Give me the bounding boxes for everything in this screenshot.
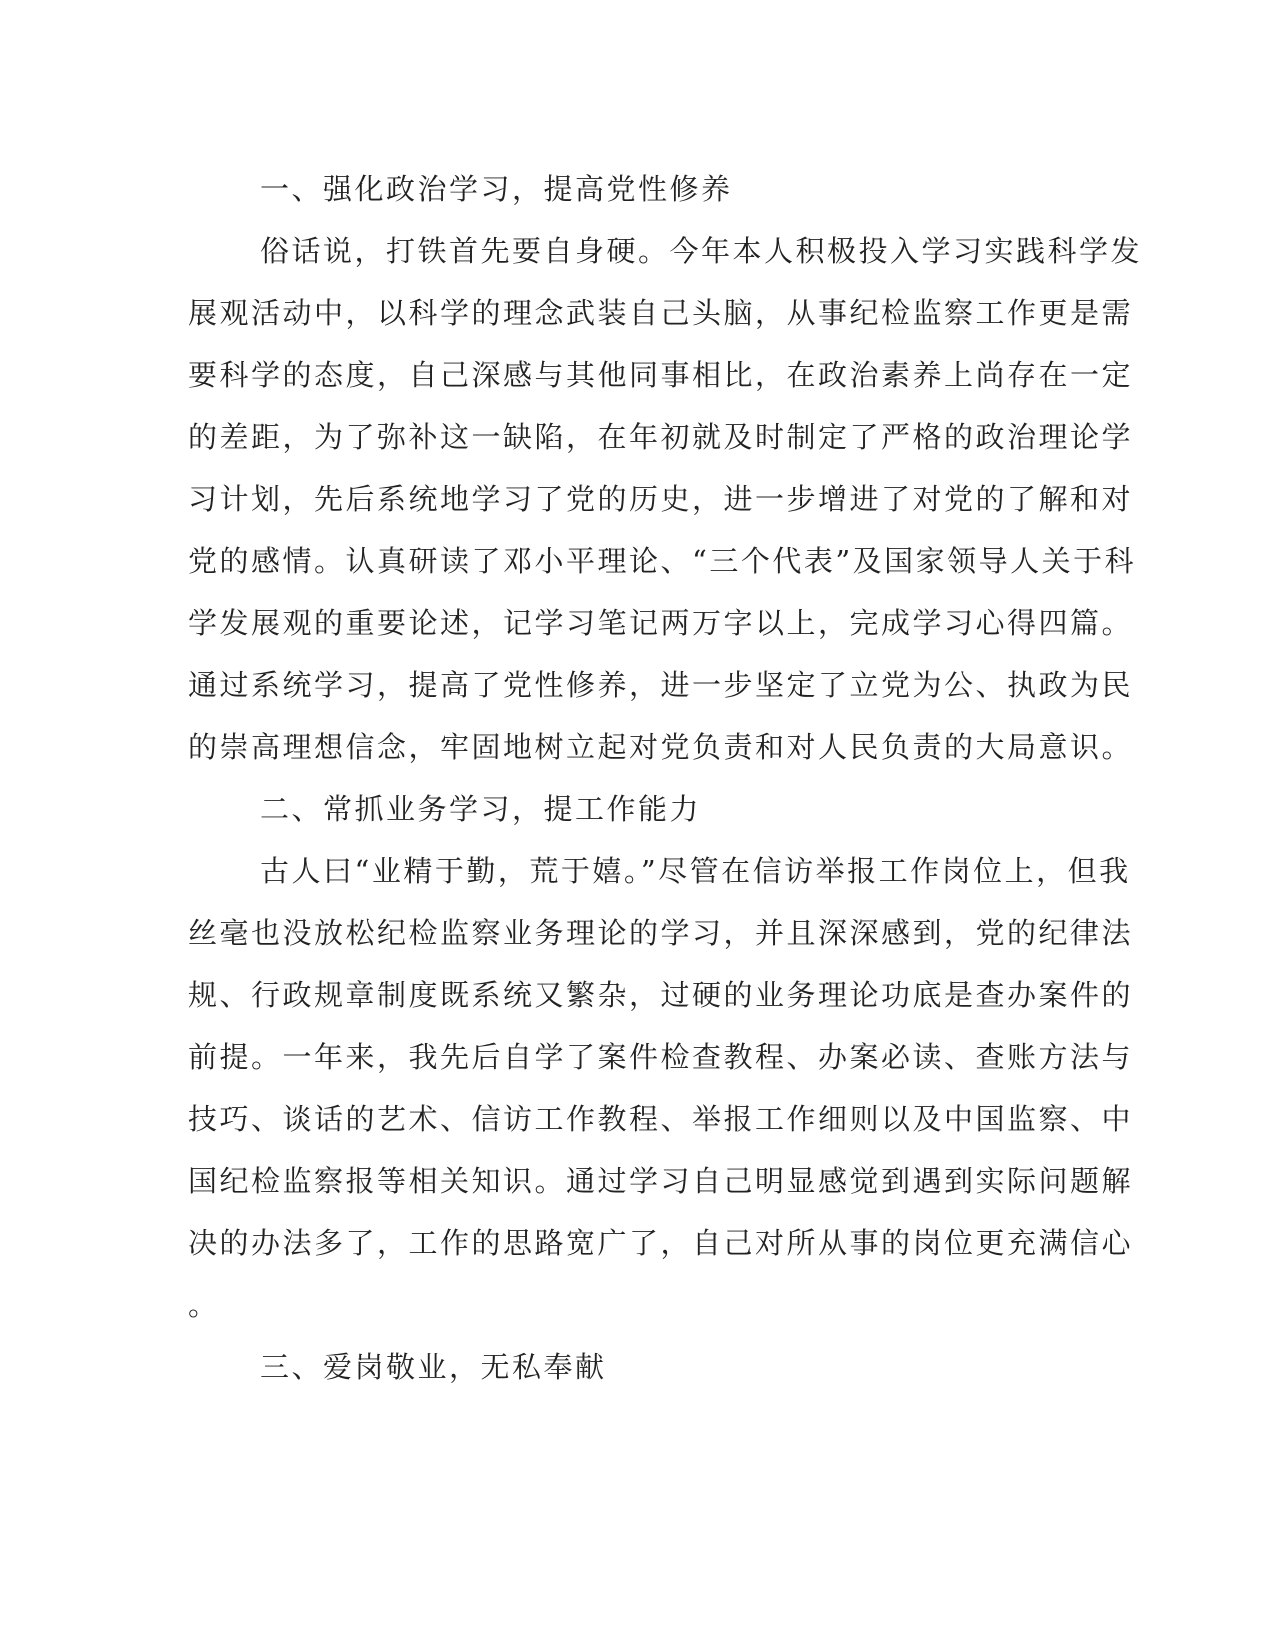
paragraph-line: 古人曰“业精于勤，荒于嬉。”尽管在信访举报工作岗位上，但我 — [260, 854, 1131, 888]
paragraph-line: 规、行政规章制度既系统又繁杂，过硬的业务理论功底是查办案件的 — [188, 978, 1134, 1012]
paragraph-line: 俗话说，打铁首先要自身硬。今年本人积极投入学习实践科学发 — [260, 234, 1143, 268]
paragraph-line: 展观活动中，以科学的理念武装自己头脑，从事纪检监察工作更是需 — [188, 296, 1134, 330]
section-heading-2: 二、常抓业务学习，提工作能力 — [260, 792, 702, 826]
paragraph-line: 前提。一年来，我先后自学了案件检查教程、办案必读、查账方法与 — [188, 1040, 1134, 1074]
section-heading-1: 一、强化政治学习，提高党性修养 — [260, 172, 733, 206]
section-heading-3: 三、爱岗敬业，无私奉献 — [260, 1350, 607, 1384]
paragraph-line: 习计划，先后系统地学习了党的历史，进一步增进了对党的了解和对 — [188, 482, 1134, 516]
paragraph-line: 的差距，为了弥补这一缺陷，在年初就及时制定了严格的政治理论学 — [188, 420, 1134, 454]
paragraph-line: 党的感情。认真研读了邓小平理论、“三个代表”及国家领导人关于科 — [188, 544, 1137, 578]
paragraph-line: 通过系统学习，提高了党性修养，进一步坚定了立党为公、执政为民 — [188, 668, 1134, 702]
paragraph-line: 学发展观的重要论述，记学习笔记两万字以上，完成学习心得四篇。 — [188, 606, 1134, 640]
paragraph-line: 决的办法多了，工作的思路宽广了，自己对所从事的岗位更充满信心 — [188, 1226, 1134, 1260]
paragraph-line: 。 — [188, 1288, 220, 1322]
paragraph-line: 的崇高理想信念，牢固地树立起对党负责和对人民负责的大局意识。 — [188, 730, 1134, 764]
document-body — [188, 158, 1143, 1398]
paragraph-line: 丝毫也没放松纪检监察业务理论的学习，并且深深感到，党的纪律法 — [188, 916, 1134, 950]
paragraph-line: 要科学的态度，自己深感与其他同事相比，在政治素养上尚存在一定 — [188, 358, 1134, 392]
paragraph-line: 技巧、谈话的艺术、信访工作教程、举报工作细则以及中国监察、中 — [188, 1102, 1134, 1136]
paragraph-line: 国纪检监察报等相关知识。通过学习自己明显感觉到遇到实际问题解 — [188, 1164, 1134, 1198]
